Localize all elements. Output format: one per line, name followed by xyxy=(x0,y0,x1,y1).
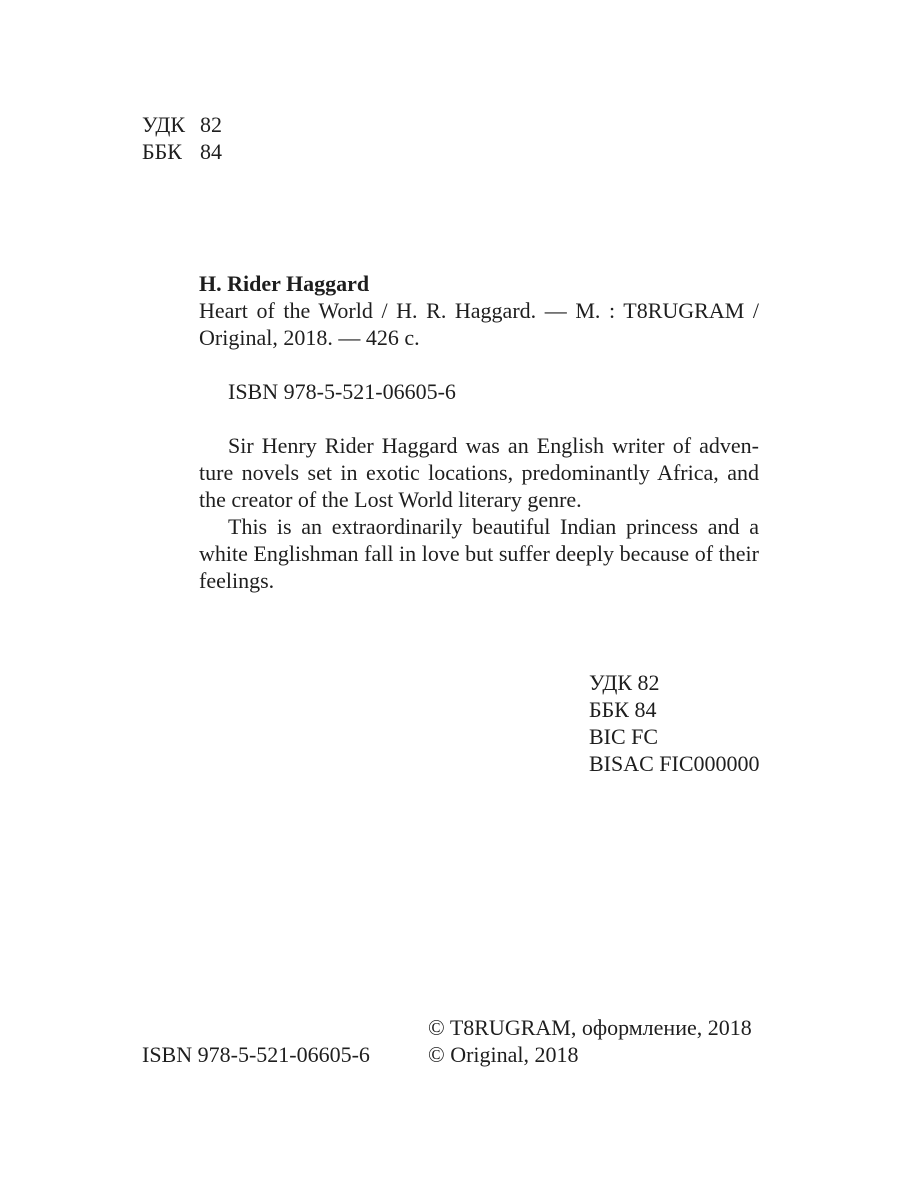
book-citation: Heart of the World / H. R. Haggard. — M. : T8RUGRAM / Original, 2018. — 426 c. xyxy=(199,298,759,350)
copyright-design: © T8RUGRAM, оформление, 2018 xyxy=(428,1015,752,1040)
bisac-code: BISAC FIC000000 xyxy=(589,751,760,776)
classification-codes xyxy=(589,669,760,777)
udk-label: УДК xyxy=(142,112,186,137)
copyright-notices xyxy=(428,1014,752,1068)
copyright-original: © Original, 2018 xyxy=(428,1042,579,1067)
bbk-value: 84 xyxy=(200,139,222,164)
bbk-row xyxy=(142,138,222,165)
udk-row xyxy=(142,111,222,138)
bbk-code: ББК 84 xyxy=(589,697,657,722)
top-classification xyxy=(142,111,222,165)
bibliographic-entry xyxy=(199,270,759,594)
entry-isbn: ISBN 978-5-521-06605-6 xyxy=(228,379,456,404)
author-name: H. Rider Haggard xyxy=(199,271,370,296)
bbk-label: ББК xyxy=(142,139,182,164)
annotation xyxy=(199,432,759,594)
footer-isbn: ISBN 978-5-521-06605-6 xyxy=(142,1042,370,1067)
udk-value: 82 xyxy=(200,112,222,137)
annotation-paragraph: Sir Henry Rider Haggard was an English writer of adventure novels set in exotic locations, predominantly Africa, and the creator of the Lost World literary genre. xyxy=(199,433,759,512)
bic-code: BIC FC xyxy=(589,724,659,749)
udk-code: УДК 82 xyxy=(589,670,660,695)
annotation-paragraph: This is an extraordinarily beautiful Indian princess and a white Englishman fall in love but suffer deeply because of their feelings. xyxy=(199,514,759,593)
